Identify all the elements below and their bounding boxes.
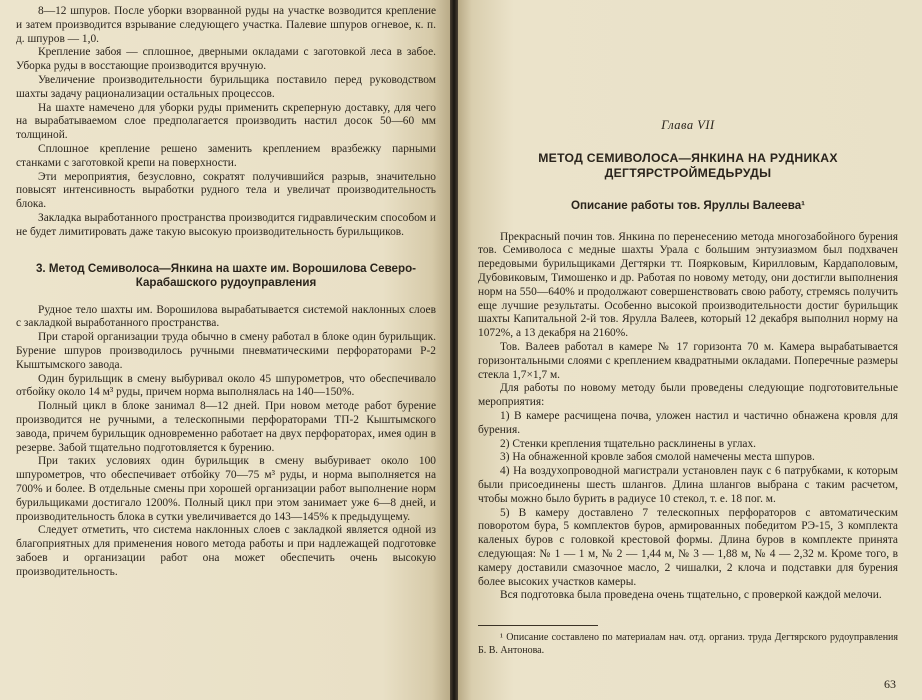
paragraph: На шахте намечено для уборки руды применить скреперную доставку, для чего на вырабатываемом слое предполагается производить настил досок 50—60 мм толщиной. [16, 101, 436, 142]
paragraph: Рудное тело шахты им. Ворошилова вырабатывается системой наклонных слоев с закладкой выработанного пространства. [16, 303, 436, 330]
paragraph: Вся подготовка была проведена очень тщательно, с проверкой каждой мелочи. [500, 589, 882, 602]
paragraph: Тов. Валеев работал в камере № 17 горизонта 70 м. Камера вырабатывается горизонтальными слоями с креплением квадратными окладами. Поперечные размеры стекла 1,7×1,7 м. [478, 340, 898, 381]
left-page [0, 0, 450, 700]
section-heading: 3. Метод Семиволоса—Янкина на шахте им. Ворошилова Северо-Карабашского рудоуправления [35, 261, 417, 289]
paragraph: Для работы по новому методу были проведены следующие подготовительные мероприятия: [478, 382, 898, 409]
paragraph: Эти мероприятия, безусловно, сократят получившийся разрыв, значительно повысят интенсивность выработки рудного тела и увеличат производительность блока. [16, 170, 436, 211]
chapter-label: Глава VII [661, 118, 715, 132]
paragraph: Увеличение производительности бурильщика поставило перед руководством шахты задачу рационализации остальных процессов. [16, 73, 436, 100]
paragraph: 8—12 шпуров. После уборки взорванной руды на участке возводится крепление и затем производится взрывание следующего участка. Палевие шпуров огневое, к. п. д. шпуров — 1,0. [16, 5, 436, 45]
footnote: ¹ Описание составлено по материалам нач. отд. организ. труда Дегтярского рудоуправления Б. В. Антонова. [478, 632, 898, 656]
right-text-column [478, 119, 898, 657]
paragraph: Сплошное крепление решено заменить креплением вразбежку парными станками с заготовкой крепи на поверхности. [16, 142, 436, 169]
paragraph: 4) На воздухопроводной магистрали установлен паук с 6 патрубками, к которым были присоединены шесть шлангов. Длина шлангов выбрана с таким расчетом, чтобы можно было бурить в радиусе 10 стекол, т. е. 18 пог. м. [478, 465, 898, 505]
paragraph: При таких условиях один бурильщик в смену выбуривает около 100 шпурометров, что обеспечивает отбойку 70—75 м³ руды, и норма выполняется на 700% и более. В отдельные смены при хорошей организации работ выполнение норм бурильщиками достигало 1200%. Полный цикл при этом занимает уже 6—8 дней, и производительность блока в сутки увеличивается до 143—145% к предыдущему. [16, 455, 436, 523]
paragraph: Один бурильщик в смену выбуривал около 45 шпурометров, что обеспечивало отбойку около 14 м³ руды, причем норма выполнялась на 140—150%. [16, 372, 436, 399]
paragraph: Закладка выработанного пространства производится гидравлическим способом и не будет лимитировать даже такую высокую производительность бурильщиков. [16, 211, 436, 238]
chapter-title: МЕТОД СЕМИВОЛОСА—ЯНКИНА НА РУДНИКАХ ДЕГТЯРСТРОЙМЕДЬРУДЫ [538, 150, 838, 180]
footnote-divider [478, 625, 598, 626]
paragraph: При старой организации труда обычно в смену работал в блоке один бурильщик. Бурение шпуров производилось ручными пневматическими перфораторами Р-2 Кыштымского завода. [16, 331, 436, 371]
chapter-subtitle: Описание работы тов. Яруллы Валеева¹ [570, 198, 806, 212]
paragraph: Прекрасный почин тов. Янкина по перенесению метода многозабойного бурения тов. Семиволоса с медные шахты Урала с большим энтузиазмом был подхвачен передовыми бурильщиками Дегтярки тт. Пояркoвым, Кирилловым, Кардаполовым, Дубовиковым, Тимошенко и др. Работая по новому методу, они достигли выполнения норм на 550—640% и продолжают совершенствовать свою работу, стремясь получить еще лучшие результаты. Особенно высокой производительности достиг бурильщик шахты Капитальной 2-й тов. Ярулла Валеев, который 12 декабря выполнил норму на 1072%, а 13 декабря на 2160%. [478, 230, 898, 340]
left-text-column [16, 5, 436, 579]
paragraph: 1) В камере расчищена почва, уложен настил и частично обнажена кровля для бурения. [478, 409, 898, 436]
book-gutter [450, 0, 458, 700]
right-page [458, 0, 922, 700]
paragraph: 5) В камеру доставлено 7 телескопных перфораторов с автоматическим поворотом бура, 5 комплектов буров, армированных победитом РЭ-15, 3 комплекта каленых буров с головкой крестовой формы. Длина буров в комплекте принята следующая: № 1 — 1 м, № 2 — 1,44 м, № 3 — 1,88 м, № 4 — 2,32 м. Кроме того, в камеру доставили смазочное масло, 2 чишалки, 2 клоча и подставки для бурения более высоких участков камеры. [478, 506, 898, 588]
paragraph: Крепление забоя — сплошное, дверными окладами с заготовкой леса в забое. Уборка руды в восстающие производится вручную. [16, 46, 436, 73]
paragraph: Полный цикл в блоке занимал 8—12 дней. При новом методе работ бурение производится не ручными, а телескопными перфораторами ТП-2 Кыштымского завода, причем бурильщик одновременно работает на двух перфораторах, имея один в резерве. Забой тщательно подготовляется к бурению. [16, 400, 436, 454]
paragraph: 2) Стенки крепления тщательно расклинены в углах. [500, 437, 757, 450]
page-number: 63 [884, 677, 896, 691]
paragraph: 3) На обнаженной кровле забоя смолой намечены места шпуров. [500, 451, 815, 464]
paragraph: Следует отметить, что система наклонных слоев с закладкой является одной из благоприятных для применения нового метода работы и при надлежащей подготовке забоев и организации работ она может обеспечить очень высокую производительность. [16, 524, 436, 578]
